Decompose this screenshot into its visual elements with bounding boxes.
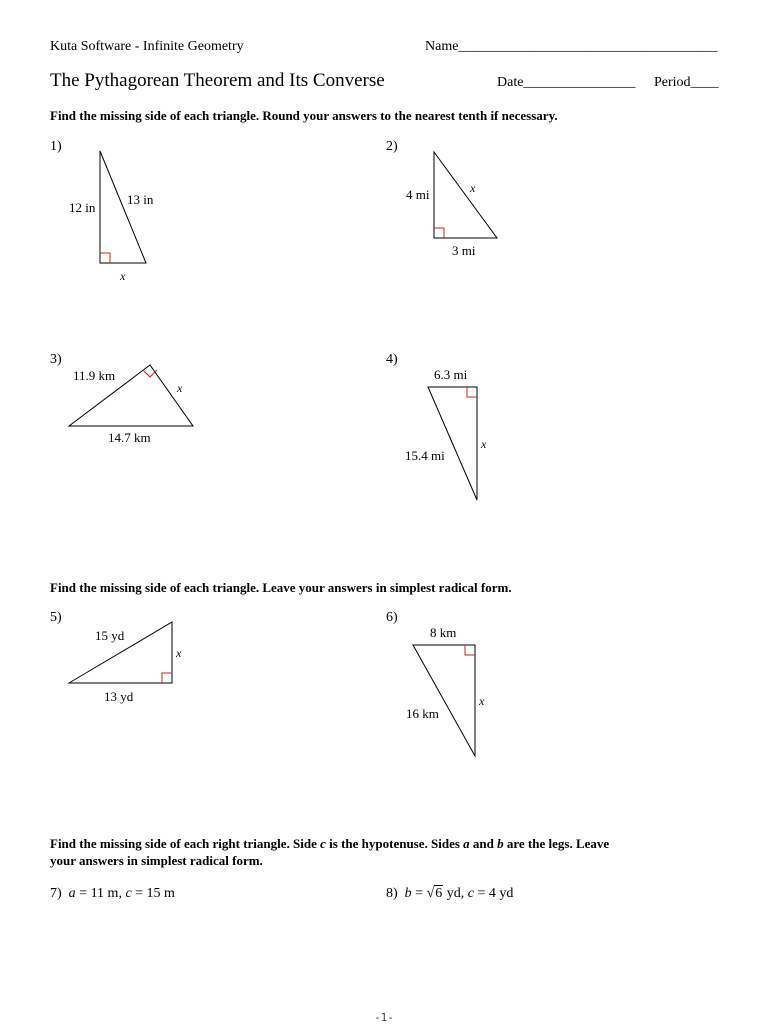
triangle-1 [100, 151, 146, 263]
publisher-label: Kuta Software - Infinite Geometry [50, 39, 244, 54]
p6-label-x: x [479, 694, 485, 708]
problem-7: 7) a = 11 m, c = 15 m [50, 886, 175, 901]
right-angle-marker-2 [434, 228, 444, 238]
p5-label-base: 13 yd [104, 689, 134, 704]
period-field[interactable]: Period____ [654, 75, 719, 90]
section-3-instruction: Find the missing side of each right triangle. Side c is the hypotenuse. Sides a and b are the legs. Leave [50, 836, 610, 851]
triangle-6 [413, 645, 475, 756]
p4-label-x: x [481, 437, 487, 451]
problem-2-number: 2) [386, 139, 398, 154]
right-angle-marker-6 [465, 645, 475, 655]
p2-label-x: x [470, 181, 476, 195]
name-field[interactable]: Name_____________________________________ [425, 39, 718, 54]
right-angle-marker-3 [143, 370, 157, 377]
section-3-instruction-line2: your answers in simplest radical form. [50, 853, 263, 868]
right-angle-marker-1 [100, 253, 110, 263]
p3-label-x: x [177, 381, 183, 395]
section-2-instruction: Find the missing side of each triangle. Leave your answers in simplest radical form. [50, 580, 512, 595]
problem-6-number: 6) [386, 610, 398, 625]
problem-4-number: 4) [386, 352, 398, 367]
page-number: -1- [374, 1011, 394, 1024]
problem-3-number: 3) [50, 352, 62, 367]
section-1-instruction: Find the missing side of each triangle. Round your answers to the nearest tenth if necessary. [50, 108, 558, 123]
problem-1-number: 1) [50, 139, 62, 154]
triangle-4 [428, 387, 477, 500]
right-angle-marker-5 [162, 673, 172, 683]
p6-label-hyp: 16 km [406, 706, 439, 721]
p3-label-leg: 11.9 km [73, 368, 116, 383]
p1-label-leg: 12 in [69, 200, 96, 215]
p3-label-base: 14.7 km [108, 430, 151, 445]
p2-label-leg: 4 mi [406, 187, 430, 202]
triangle-2 [434, 152, 497, 238]
p1-label-x: x [120, 269, 126, 283]
sqrt-symbol: √6 [426, 886, 443, 901]
date-field[interactable]: Date________________ [497, 75, 636, 90]
p6-label-top: 8 km [430, 625, 457, 640]
problem-5-number: 5) [50, 610, 62, 625]
p1-label-hyp: 13 in [127, 192, 154, 207]
p4-label-hyp: 15.4 mi [405, 448, 445, 463]
right-angle-marker-4 [467, 387, 477, 397]
p4-label-top: 6.3 mi [434, 367, 468, 382]
problem-8: 8) b = √6 yd, c = 4 yd [386, 886, 514, 901]
p5-label-hyp: 15 yd [95, 628, 125, 643]
worksheet-title: The Pythagorean Theorem and Its Converse [50, 70, 385, 91]
p2-label-base: 3 mi [452, 243, 476, 258]
p5-label-x: x [176, 646, 182, 660]
